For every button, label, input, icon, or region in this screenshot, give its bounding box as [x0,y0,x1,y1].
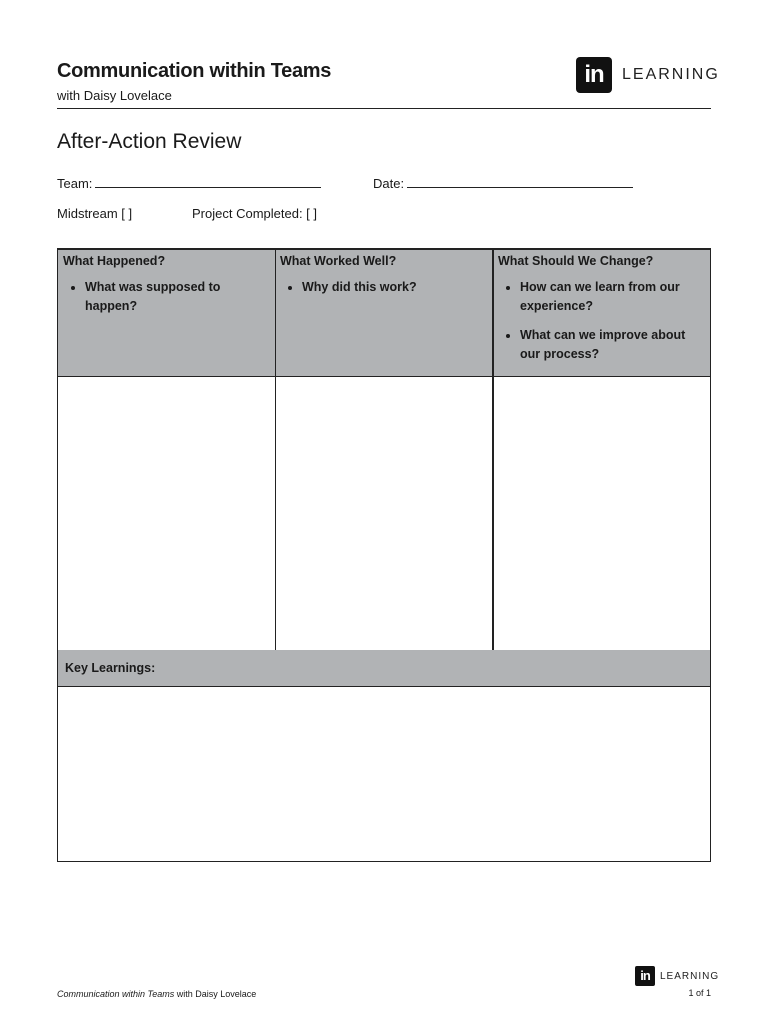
course-title: Communication within Teams [57,60,332,82]
team-blank [95,175,321,188]
header-row-divider [58,376,710,377]
column-bullet: • How can we learn from our experience? [520,278,705,316]
linkedin-icon: in [576,57,612,93]
linkedin-icon: in [635,966,655,986]
footer-logo [635,966,719,986]
review-table [57,248,711,862]
document-title: After-Action Review [57,130,242,153]
footer-course-author: with Daisy Lovelace [174,989,257,999]
team-label: Team: [57,176,93,191]
column-bullet: • What can we improve about our process? [520,326,705,364]
course-subtitle: with Daisy Lovelace [57,88,172,103]
header-divider [57,108,711,109]
project-completed-checkbox: Project Completed: [ ] [192,206,317,221]
key-learnings-divider [58,686,710,687]
column-heading: What Worked Well? [280,254,397,268]
midstream-checkbox: Midstream [ ] [57,206,133,221]
column-what-worked-well [275,250,493,376]
column-what-should-we-change [493,250,710,376]
team-field [57,175,321,191]
date-label: Date: [373,176,405,191]
key-learnings-heading: Key Learnings: [58,650,710,686]
date-field [373,175,633,191]
column-heading: What Happened? [63,254,166,268]
column-divider [275,250,276,650]
column-bullet: • What was supposed to happen? [85,278,270,316]
column-heading: What Should We Change? [498,254,654,268]
logo-wordmark: LEARNING [660,970,720,982]
column-bullet: • Why did this work? [302,278,488,297]
logo-wordmark: LEARNING [622,66,720,83]
column-what-happened [58,250,275,376]
footer-course [57,989,256,999]
column-divider [492,250,494,650]
linkedin-learning-logo [576,57,720,93]
date-blank [407,175,633,188]
page-number: 1 of 1 [688,988,711,998]
footer-course-title: Communication within Teams [57,989,175,999]
